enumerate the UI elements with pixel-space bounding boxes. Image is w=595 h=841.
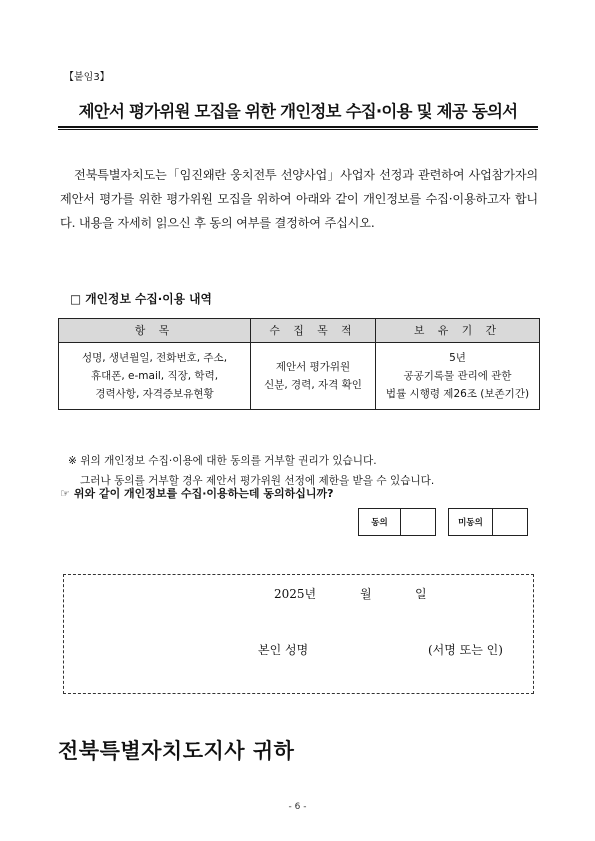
purpose-line: 신분, 경력, 자격 확인 bbox=[264, 379, 362, 391]
title-underline-thin bbox=[58, 129, 538, 130]
signature-hint: (서명 또는 인) bbox=[428, 643, 503, 657]
header-retention-period: 보 유 기 간 bbox=[376, 319, 540, 343]
header-items: 항 목 bbox=[59, 319, 251, 343]
period-line: 5년 bbox=[449, 352, 466, 364]
agree-option[interactable] bbox=[358, 508, 436, 536]
addressee: 전북특별자치도지사 귀하 bbox=[58, 738, 295, 763]
document-title: 제안서 평가위원 모집을 위한 개인정보 수집·이용 및 제공 동의서 bbox=[78, 102, 518, 121]
disagree-option[interactable] bbox=[448, 508, 528, 536]
header-purpose: 수 집 목 적 bbox=[251, 319, 376, 343]
date-day: 일 bbox=[415, 587, 427, 601]
date-month: 월 bbox=[360, 587, 372, 601]
period-line: 법률 시행령 제26조 (보존기간) bbox=[385, 388, 530, 400]
table-header-row bbox=[59, 319, 540, 343]
agree-checkbox[interactable] bbox=[401, 509, 435, 535]
disagree-label: 미동의 bbox=[449, 509, 493, 535]
items-line: 휴대폰, e-mail, 직장, 학력, bbox=[90, 370, 219, 382]
agree-label: 동의 bbox=[359, 509, 401, 535]
section-heading: □ 개인정보 수집·이용 내역 bbox=[70, 292, 212, 306]
annex-label: 【붙임3】 bbox=[64, 72, 110, 83]
intro-text: 전북특별자치도는「임진왜란 웅치전투 선양사업」사업자 선정과 관련하여 사업참가자의 제안서 평가를 위한 평가위원 모집을 위하여 아래와 같이 개인정보를 수집·이용하고자 합니다. 내용을 자세히 읽으신 후 동의 여부를 결정하여 주십시오. bbox=[60, 168, 538, 230]
note-refusal-consequence: 그러나 동의를 거부할 경우 제안서 평가위원 선정에 제한을 받을 수 있습니다. bbox=[80, 475, 435, 487]
personal-info-table bbox=[58, 318, 540, 410]
cell-retention-period bbox=[376, 343, 540, 410]
page-number: - 6 - bbox=[288, 802, 307, 812]
intro-paragraph bbox=[60, 163, 538, 235]
title-underline-thick bbox=[58, 126, 538, 128]
name-label: 본인 성명 bbox=[258, 643, 309, 657]
note-right-to-refuse: ※ 위의 개인정보 수집·이용에 대한 동의를 거부할 권리가 있습니다. bbox=[68, 455, 377, 467]
items-line: 경력사항, 자격증보유현황 bbox=[95, 388, 214, 400]
purpose-line: 제안서 평가위원 bbox=[275, 361, 351, 373]
cell-items bbox=[59, 343, 251, 410]
consent-question bbox=[60, 485, 334, 501]
date-year: 2025년 bbox=[274, 587, 317, 601]
disagree-checkbox[interactable] bbox=[493, 509, 527, 535]
period-line: 공공기록물 관리에 관한 bbox=[403, 370, 512, 382]
items-line: 성명, 생년월일, 전화번호, 주소, bbox=[81, 352, 228, 364]
pointing-hand-icon: ☞ bbox=[60, 487, 70, 500]
cell-purpose bbox=[251, 343, 376, 410]
consent-question-text: 위와 같이 개인정보를 수집·이용하는데 동의하십니까? bbox=[73, 487, 334, 500]
table-row bbox=[59, 343, 540, 410]
